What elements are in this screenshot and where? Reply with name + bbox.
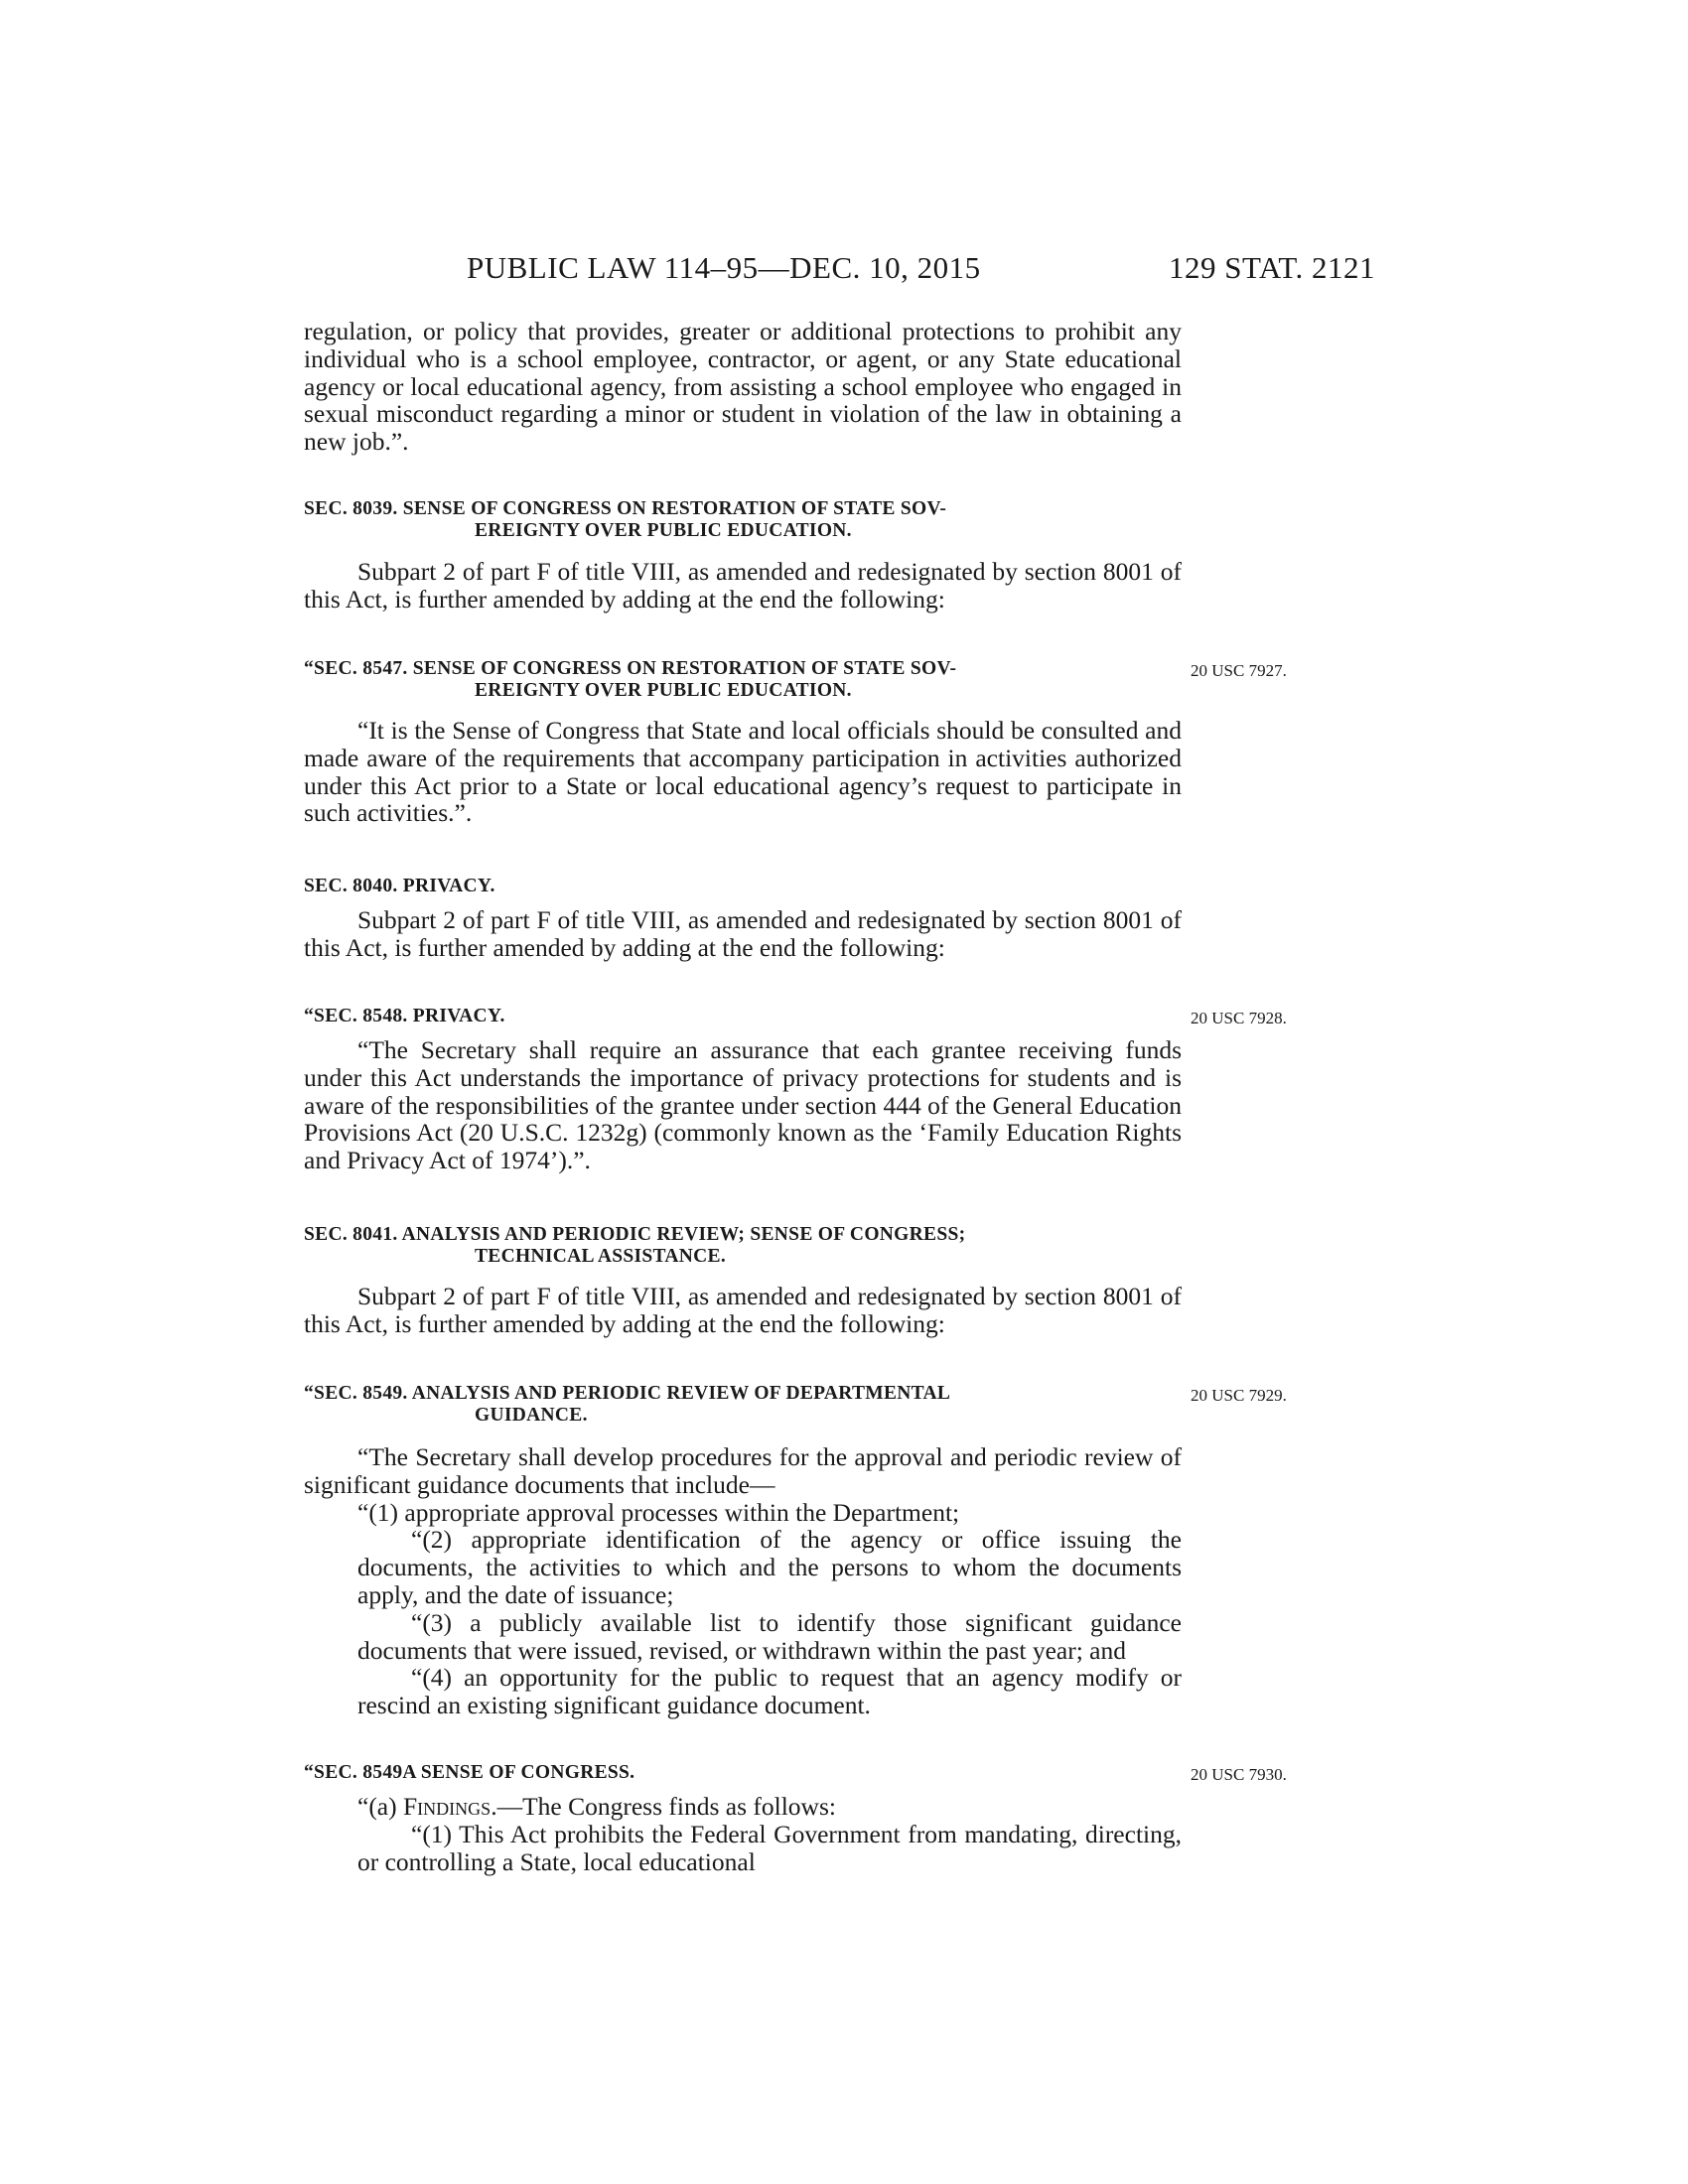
list-item: “(2) appropriate identification of the agency or office issuing the documents, the activities to which and the persons to whom the documents apply, and the date of issuance; [357, 1525, 1182, 1609]
section-8548-text [304, 1036, 1182, 1174]
heading-line: SEC. 8039. SENSE OF CONGRESS ON RESTORATION OF STATE SOV- [304, 498, 947, 519]
section-heading-8041 [304, 1224, 1182, 1268]
heading-line: GUIDANCE. [475, 1405, 588, 1426]
amendment-instruction [304, 1283, 1182, 1338]
paragraph-text: Subpart 2 of part F of title VIII, as amended and redesignated by section 8001 of this Act, is further amended by adding at the end the following: [304, 1282, 1182, 1338]
section-8547-text [304, 717, 1182, 827]
paragraph-text: regulation, or policy that provides, greater or additional protections to prohibit any individual who is a school employee, contractor, or agent, or any State educational agency or local educational agency, from assisting a school employee who engaged in sexual misconduct regarding a minor or student in violation of the law in obtaining a new job.”. [304, 317, 1182, 457]
list-item: “(3) a publicly available list to identify those significant guidance documents that were issued, revised, or withdrawn within the past year; and [357, 1607, 1182, 1665]
section-8549a-text [304, 1793, 1182, 1875]
subsection-a-heading [304, 1793, 1182, 1821]
section-8549-text [304, 1443, 1182, 1719]
usc-sidenote: 20 USC 7927. [1191, 661, 1287, 680]
usc-sidenote: 20 USC 7929. [1191, 1386, 1287, 1405]
section-heading-8549a [304, 1762, 1182, 1784]
subsection-lead: .—The Congress finds as follows: [491, 1792, 836, 1821]
paragraph-text: “The Secretary shall develop procedures for the approval and periodic review of significant guidance documents that include— [304, 1442, 1182, 1499]
paragraph-text: “It is the Sense of Congress that State and local officials should be consulted and made aware of the requirements that accompany participation in activities authorized under this Act prior to a State or local educational agency’s request to participate in such activities.”. [304, 716, 1182, 828]
subsection-prefix: “(a) [357, 1792, 403, 1821]
list-item: “(1) This Act prohibits the Federal Government from mandating, directing, or controlling a State, local educational [357, 1819, 1182, 1876]
page-header [0, 250, 1688, 290]
heading-line: SEC. 8040. PRIVACY. [304, 876, 495, 896]
section-heading-8548 [304, 1006, 1182, 1027]
paragraph-text: Subpart 2 of part F of title VIII, as amended and redesignated by section 8001 of this Act, is further amended by adding at the end the following: [304, 557, 1182, 614]
statute-citation: 129 STAT. 2121 [1168, 250, 1375, 285]
heading-line: “SEC. 8549A SENSE OF CONGRESS. [304, 1762, 635, 1783]
paragraph-text: Subpart 2 of part F of title VIII, as amended and redesignated by section 8001 of this Act, is further amended by adding at the end the following: [304, 905, 1182, 962]
heading-line: “SEC. 8548. PRIVACY. [304, 1006, 505, 1026]
amendment-instruction [304, 558, 1182, 614]
heading-line: “SEC. 8547. SENSE OF CONGRESS ON RESTORATION OF STATE SOV- [304, 658, 957, 679]
amendment-instruction [304, 906, 1182, 962]
heading-line: TECHNICAL ASSISTANCE. [475, 1246, 727, 1267]
list-item: “(1) appropriate approval processes within the Department; [357, 1497, 960, 1527]
section-heading-8039 [304, 498, 1182, 542]
section-heading-8547 [304, 658, 1182, 702]
usc-sidenote: 20 USC 7928. [1191, 1009, 1287, 1027]
section-heading-8040 [304, 876, 1182, 897]
heading-line: “SEC. 8549. ANALYSIS AND PERIODIC REVIEW OF DEPARTMENTAL [304, 1383, 951, 1404]
heading-line: EREIGNTY OVER PUBLIC EDUCATION. [475, 680, 852, 701]
paragraph-continuation [304, 318, 1182, 456]
list-item: “(4) an opportunity for the public to request that an agency modify or rescind an existing significant guidance document. [357, 1663, 1182, 1720]
section-heading-8549 [304, 1383, 1182, 1427]
heading-line: SEC. 8041. ANALYSIS AND PERIODIC REVIEW; SENSE OF CONGRESS; [304, 1224, 966, 1245]
heading-line: EREIGNTY OVER PUBLIC EDUCATION. [475, 520, 852, 541]
subsection-caption: Findings [403, 1792, 492, 1821]
usc-sidenote: 20 USC 7930. [1191, 1765, 1287, 1784]
running-head: PUBLIC LAW 114–95—DEC. 10, 2015 [467, 250, 981, 285]
paragraph-text: “The Secretary shall require an assurance that each grantee receiving funds under this Act understands the importance of privacy protections for students and is aware of the responsibilities of the grantee under section 444 of the General Education Provisions Act (20 U.S.C. 1232g) (commonly known as the ‘Family Education Rights and Privacy Act of 1974’).”. [304, 1035, 1182, 1175]
